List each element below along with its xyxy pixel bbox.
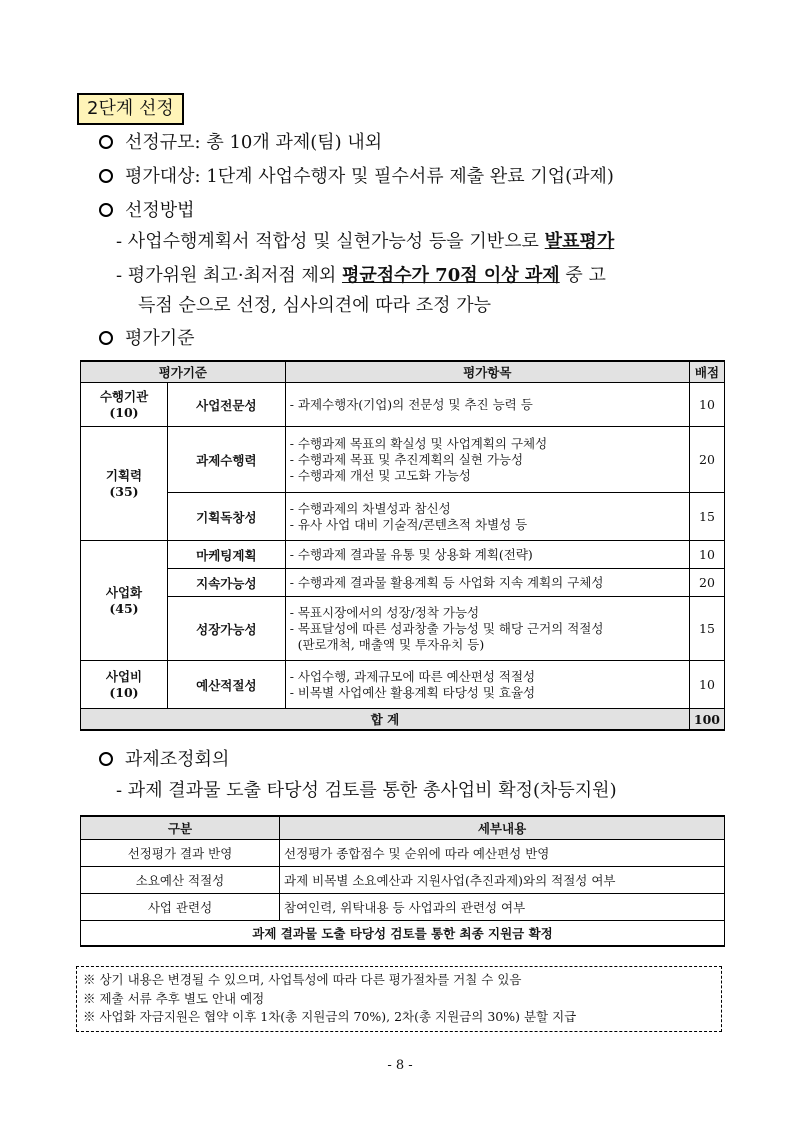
bullet-text: 평가대상: 1단계 사업수행자 및 필수서류 제출 완료 기업(과제) [125,166,614,187]
table-row [81,894,725,921]
method-text: - 사업수행계획서 적합성 및 실현가능성 등을 기반으로 [116,231,545,252]
category-cell: 사업화 (45) [81,541,168,661]
detail-cell: 선정평가 종합점수 및 순위에 따라 예산편성 반영 [280,840,725,867]
items-cell: - 수행과제 결과물 활용계획 등 사업화 지속 계획의 구체성 [285,569,689,597]
table-row [81,661,725,709]
category-cell: 사업 관련성 [81,894,280,921]
bullet-scale [99,131,382,155]
category-cell: 선정평가 결과 반영 [81,840,280,867]
bullet-criteria [99,327,195,351]
table-row [81,867,725,894]
header-cell: 평가항목 [285,361,689,383]
bullet-text: 평가기준 [125,328,195,349]
detail-cell: 과제 비목별 소요예산과 지원사업(추진과제)와의 적절성 여부 [280,867,725,894]
items-cell: - 과제수행자(기업)의 전문성 및 추진 능력 등 [285,383,689,427]
section-title: 2단계 선정 [77,93,184,125]
score-cell: 20 [689,427,724,493]
evaluation-criteria-table [80,360,725,731]
total-label: 합 계 [81,709,690,731]
bullet-text: 선정방법 [125,200,195,221]
method-emphasis: 발표평가 [544,231,615,252]
method-line-3: 득점 순으로 선정, 심사의견에 따라 조정 가능 [138,295,492,316]
subcategory-cell: 성장가능성 [168,597,286,661]
score-cell: 10 [689,383,724,427]
method-line-2 [116,264,606,288]
subcategory-cell: 예산적절성 [168,661,286,709]
method-text: - 평가위원 최고·최저점 제외 [116,265,342,286]
table-row [81,840,725,867]
table-row [81,427,725,493]
items-cell: - 목표시장에서의 성장/정착 가능성 - 목표달성에 따른 성과창출 가능성 및 해당 근거의 적절성 (판로개척, 매출액 및 투자유치 등) [285,597,689,661]
table-header-row [81,361,725,383]
items-cell: - 사업수행, 과제규모에 따른 예산편성 적절성 - 비목별 사업예산 활용계획 타당성 및 효율성 [285,661,689,709]
table-header-row [81,816,725,840]
bullet-text: 선정규모: 총 10개 과제(팀) 내외 [125,132,383,153]
method-line-1 [116,230,614,254]
circle-bullet-icon [99,169,113,183]
notes-box [76,966,722,1032]
score-cell: 15 [689,493,724,541]
adjustment-table [80,815,725,947]
score-cell: 10 [689,661,724,709]
circle-bullet-icon [99,203,113,217]
bullet-adjust [99,748,229,772]
header-cell: 평가기준 [81,361,286,383]
table-row [81,541,725,569]
note-line: ※ 제출 서류 추후 별도 안내 예정 [83,990,265,1006]
table-row [81,597,725,661]
method-text: 중 고 [559,265,606,286]
adjust-description: - 과제 결과물 도출 타당성 검토를 통한 총사업비 확정(차등지원) [116,780,617,801]
bullet-method [99,199,195,223]
table-row [81,569,725,597]
page-number: - 8 - [387,1058,413,1073]
bullet-text: 과제조정회의 [125,749,230,770]
subcategory-cell: 과제수행력 [168,427,286,493]
table-row [81,383,725,427]
items-cell: - 수행과제 목표의 확실성 및 사업계획의 구체성 - 수행과제 목표 및 추진계획의 실현 가능성 - 수행과제 개선 및 고도화 가능성 [285,427,689,493]
items-cell: - 수행과제의 차별성과 참신성 - 유사 사업 대비 기술적/콘텐츠적 차별성 등 [285,493,689,541]
subcategory-cell: 지속가능성 [168,569,286,597]
final-cell: 과제 결과물 도출 타당성 검토를 통한 최종 지원금 확정 [81,921,725,947]
total-score: 100 [689,709,724,731]
score-cell: 10 [689,541,724,569]
bullet-target [99,165,614,189]
score-cell: 20 [689,569,724,597]
final-row [81,921,725,947]
header-cell: 구분 [81,816,280,840]
header-cell: 배점 [689,361,724,383]
category-cell: 기획력 (35) [81,427,168,541]
category-cell: 사업비 (10) [81,661,168,709]
note-line: ※ 상기 내용은 변경될 수 있으며, 사업특성에 따라 다른 평가절차를 거칠 수 있음 [83,972,522,987]
items-cell: - 수행과제 결과물 유통 및 상용화 계획(전략) [285,541,689,569]
circle-bullet-icon [99,135,113,149]
circle-bullet-icon [99,331,113,345]
subcategory-cell: 사업전문성 [168,383,286,427]
total-row [81,709,725,731]
note-line: ※ 사업화 자금지원은 협약 이후 1차(총 지원금의 70%), 2차(총 지원금의 30%) 분할 지급 [83,1009,577,1024]
method-emphasis: 평균점수가 70점 이상 과제 [341,265,560,286]
subcategory-cell: 마케팅계획 [168,541,286,569]
subcategory-cell: 기획독창성 [168,493,286,541]
detail-cell: 참여인력, 위탁내용 등 사업과의 관련성 여부 [280,894,725,921]
header-cell: 세부내용 [280,816,725,840]
category-cell: 수행기관 (10) [81,383,168,427]
category-cell: 소요예산 적절성 [81,867,280,894]
score-cell: 15 [689,597,724,661]
table-row [81,493,725,541]
circle-bullet-icon [99,752,113,766]
